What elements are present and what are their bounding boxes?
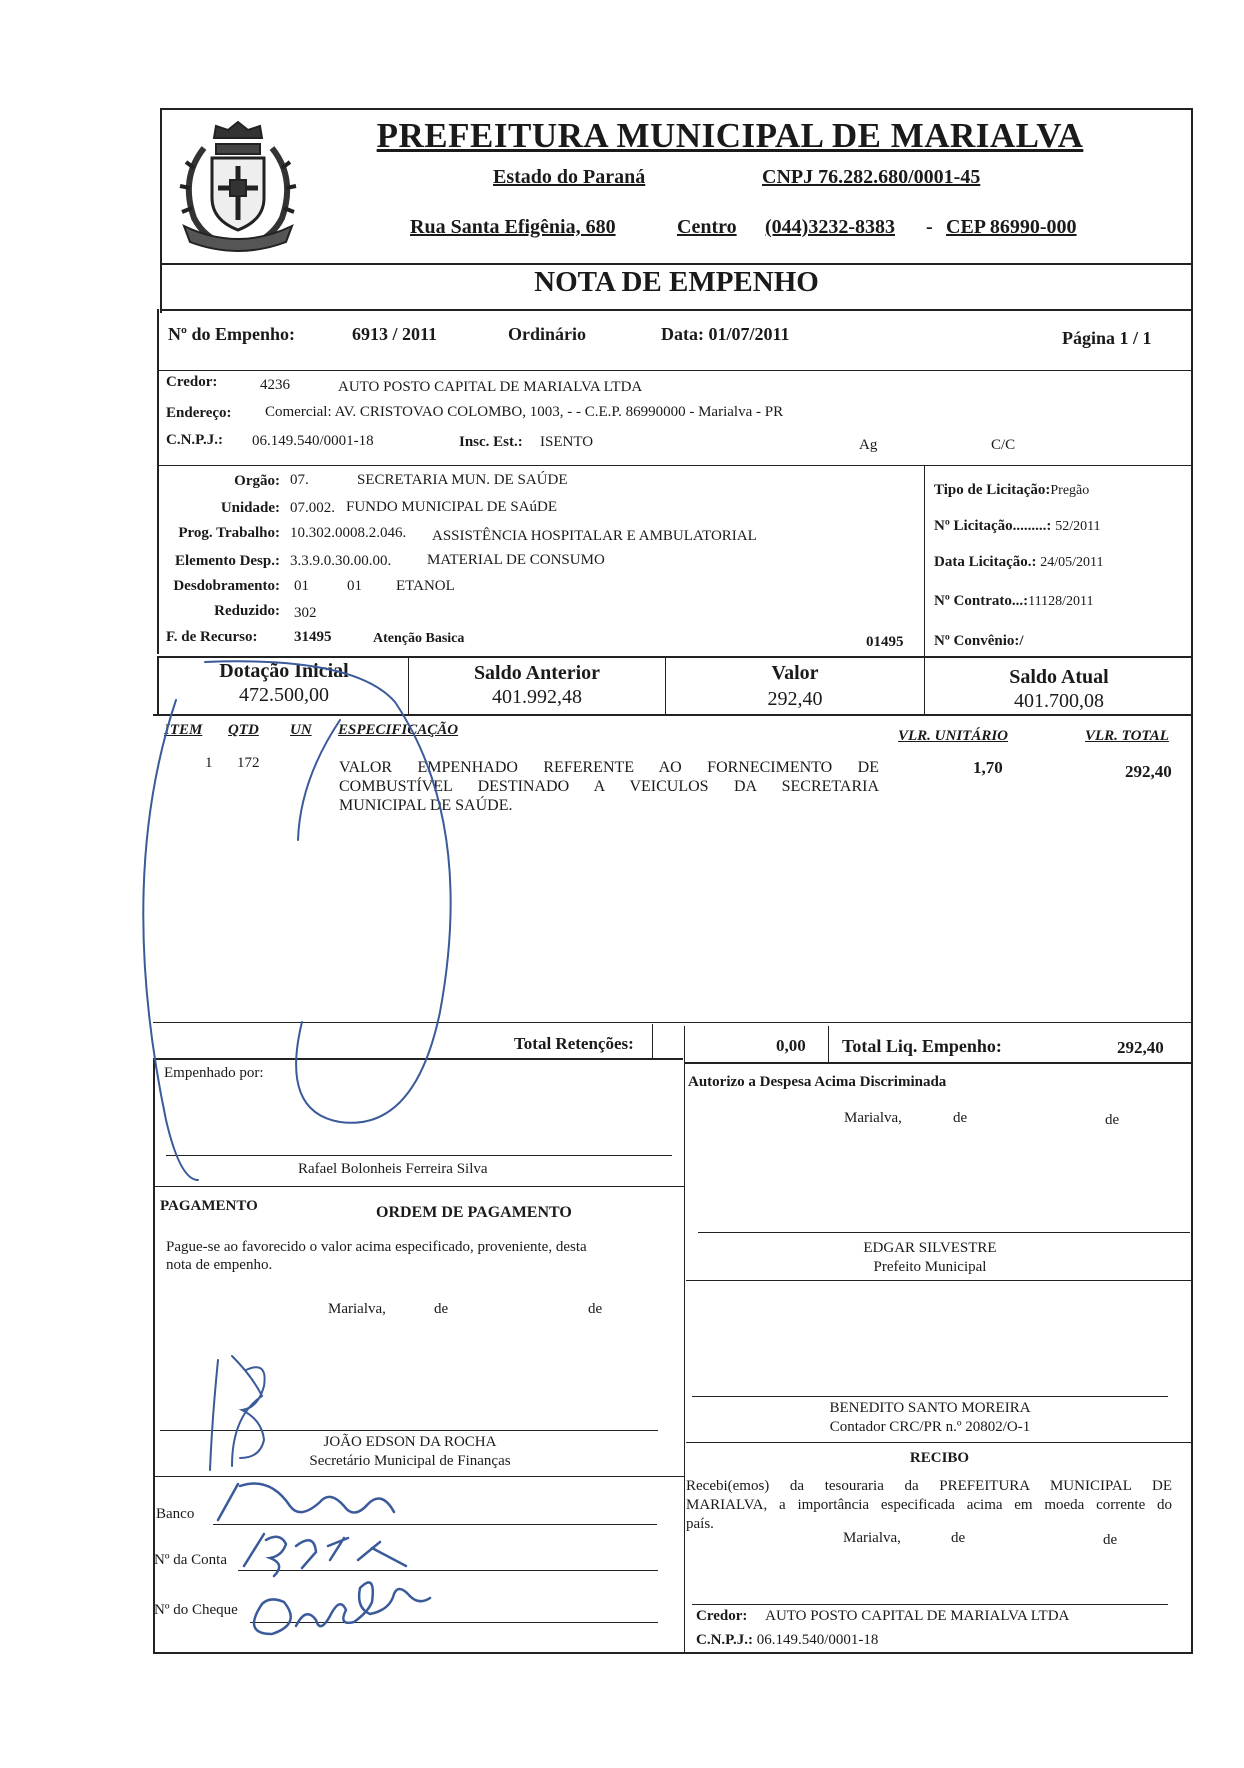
licitacao-numero bbox=[934, 518, 1101, 535]
credor-label: Credor: bbox=[166, 374, 218, 390]
fonte-code: 31495 bbox=[294, 629, 332, 645]
item-description-line: MUNICIPAL DE SAÚDE. bbox=[339, 797, 513, 814]
col-qtd: QTD bbox=[228, 722, 259, 738]
saldo-anterior-label: Saldo Anterior bbox=[473, 662, 601, 684]
recibo-text-line: país. bbox=[686, 1516, 714, 1532]
elemento-name: MATERIAL DE CONSUMO bbox=[427, 552, 605, 568]
convenio-label: Nº Convênio:/ bbox=[934, 633, 1024, 649]
empenho-type: Ordinário bbox=[508, 324, 587, 344]
dotacao-inicial-value: 472.500,00 bbox=[239, 684, 329, 706]
page-title: PREFEITURA MUNICIPAL DE MARIALVA bbox=[376, 116, 1084, 155]
credor-cnpj: 06.149.540/0001-18 bbox=[252, 433, 374, 449]
col-especificacao: ESPECIFICAÇÃO bbox=[338, 722, 459, 738]
item-unit-value: 1,70 bbox=[973, 758, 1003, 777]
banco-label: Banco bbox=[156, 1506, 195, 1522]
orgao-code: 07. bbox=[290, 472, 309, 488]
pagamento-text-line: Pague-se ao favorecido o valor acima especificado, proveniente, desta bbox=[166, 1239, 587, 1255]
licitacao-data-label: Data Licitação.: bbox=[934, 554, 1037, 570]
insc-value: ISENTO bbox=[540, 434, 594, 450]
street-address: Rua Santa Efigênia, 680 bbox=[410, 216, 616, 238]
secretario-nome: JOÃO EDSON DA ROCHA bbox=[323, 1434, 497, 1450]
total-retencoes-value: 0,00 bbox=[776, 1036, 806, 1055]
desdobramento-label: Desdobramento: bbox=[173, 578, 280, 594]
col-item: ITEM bbox=[164, 722, 203, 738]
desdobramento-name: ETANOL bbox=[396, 578, 455, 594]
recibo-title: RECIBO bbox=[909, 1450, 970, 1466]
licitacao-numero-value: 52/2011 bbox=[1055, 519, 1101, 534]
phone: (044)3232-8383 bbox=[765, 216, 895, 238]
item-qtd: 172 bbox=[237, 755, 260, 771]
saldo-anterior-value: 401.992,48 bbox=[492, 686, 582, 708]
pagamento-de-2: de bbox=[588, 1301, 603, 1317]
desdobramento-b: 01 bbox=[347, 578, 362, 594]
credor-name: AUTO POSTO CAPITAL DE MARIALVA LTDA bbox=[338, 379, 643, 395]
separator-dash: - bbox=[926, 216, 933, 238]
autorizo-city: Marialva, bbox=[844, 1110, 902, 1126]
unidade-code: 07.002. bbox=[290, 500, 335, 516]
document-title: NOTA DE EMPENHO bbox=[534, 266, 819, 298]
pagamento-city: Marialva, bbox=[328, 1301, 386, 1317]
credor-code: 4236 bbox=[260, 377, 290, 393]
recibo-text bbox=[686, 1477, 1172, 1534]
page-number: Página 1 / 1 bbox=[1062, 328, 1152, 348]
recibo-credor-label: Credor: bbox=[696, 1608, 748, 1624]
address-label: Endereço: bbox=[166, 405, 232, 421]
ordem-pagamento-label: ORDEM DE PAGAMENTO bbox=[376, 1204, 572, 1221]
licitacao-numero-label: Nº Licitação.........: bbox=[934, 518, 1052, 534]
empenhado-por-nome: Rafael Bolonheis Ferreira Silva bbox=[298, 1161, 488, 1177]
conta-label: Nº da Conta bbox=[154, 1552, 227, 1568]
licitacao-tipo-value: Pregão bbox=[1050, 483, 1090, 498]
total-liquido-value: 292,40 bbox=[1117, 1038, 1164, 1057]
empenho-label: Nº do Empenho: bbox=[168, 324, 295, 344]
item-description bbox=[339, 758, 879, 815]
fonte-right-code: 01495 bbox=[866, 634, 904, 650]
saldo-atual-value: 401.700,08 bbox=[1014, 690, 1104, 712]
unidade-name: FUNDO MUNICIPAL DE SAúDE bbox=[346, 499, 557, 515]
contrato bbox=[934, 593, 1093, 610]
autorizo-de-2: de bbox=[1105, 1112, 1120, 1128]
recibo-city: Marialva, bbox=[843, 1530, 901, 1546]
state-name: Estado do Paraná bbox=[493, 166, 646, 188]
item-description-line: VALOR EMPENHADO REFERENTE AO FORNECIMENTO DE bbox=[339, 759, 879, 776]
prog-code: 10.302.0008.2.046. bbox=[290, 525, 407, 541]
col-vlr-unitario: VLR. UNITÁRIO bbox=[898, 728, 1009, 744]
credor-address: Comercial: AV. CRISTOVAO COLOMBO, 1003, - - C.E.P. 86990000 - Marialva - PR bbox=[265, 404, 784, 420]
table-row bbox=[157, 752, 1191, 842]
empenhado-por-label: Empenhado por: bbox=[164, 1065, 264, 1081]
licitacao-tipo-label: Tipo de Licitação: bbox=[934, 482, 1051, 498]
pagamento-text-line: nota de empenho. bbox=[166, 1257, 273, 1273]
recibo-de-2: de bbox=[1103, 1532, 1118, 1548]
pagamento-text bbox=[166, 1238, 666, 1274]
recibo-cnpj-label: C.N.P.J.: bbox=[696, 1632, 753, 1648]
coat-of-arms-icon bbox=[164, 108, 312, 258]
account-label: C/C bbox=[991, 437, 1016, 453]
cnpj-label: C.N.P.J.: bbox=[166, 432, 223, 448]
autorizo-label: Autorizo a Despesa Acima Discriminada bbox=[688, 1074, 947, 1090]
contador-cargo: Contador CRC/PR n.º 20802/O-1 bbox=[829, 1419, 1031, 1435]
empenho-date: Data: 01/07/2011 bbox=[661, 324, 790, 344]
licitacao-data-value: 24/05/2011 bbox=[1040, 555, 1104, 570]
col-vlr-total: VLR. TOTAL bbox=[1085, 728, 1169, 744]
insc-label: Insc. Est.: bbox=[459, 434, 523, 450]
autorizo-de-1: de bbox=[953, 1110, 968, 1126]
licitacao-data bbox=[934, 554, 1104, 571]
agency-label: Ag bbox=[859, 437, 878, 453]
recibo-text-line: MARIALVA, a importância especificada acima em moeda corrente do bbox=[686, 1497, 1172, 1513]
item-description-line: COMBUSTÍVEL DESTINADO A VEICULOS DA SECRETARIA bbox=[339, 778, 879, 795]
cnpj-header: CNPJ 76.282.680/0001-45 bbox=[762, 166, 981, 188]
recibo-credor-name: AUTO POSTO CAPITAL DE MARIALVA LTDA bbox=[765, 1608, 1070, 1624]
contrato-value: 11128/2011 bbox=[1028, 594, 1094, 609]
pagamento-label: PAGAMENTO bbox=[160, 1198, 258, 1214]
secretario-cargo: Secretário Municipal de Finanças bbox=[309, 1453, 511, 1469]
saldo-atual-label: Saldo Atual bbox=[1009, 666, 1109, 688]
unidade-label: Unidade: bbox=[220, 500, 280, 516]
elemento-code: 3.3.9.0.30.00.00. bbox=[290, 553, 392, 569]
total-retencoes-label: Total Retenções: bbox=[514, 1034, 634, 1053]
empenho-number: 6913 / 2011 bbox=[352, 324, 438, 344]
pagamento-de-1: de bbox=[434, 1301, 449, 1317]
fonte-name: Atenção Basica bbox=[373, 631, 465, 646]
reduzido-value: 302 bbox=[294, 605, 317, 621]
item-total-value: 292,40 bbox=[1125, 762, 1172, 781]
licitacao-tipo bbox=[934, 482, 1089, 499]
fonte-label: F. de Recurso: bbox=[166, 629, 258, 645]
recibo-cnpj-value: 06.149.540/0001-18 bbox=[756, 1632, 879, 1648]
prog-name: ASSISTÊNCIA HOSPITALAR E AMBULATORIAL bbox=[432, 528, 757, 544]
elemento-label: Elemento Desp.: bbox=[175, 553, 280, 569]
prog-label: Prog. Trabalho: bbox=[178, 525, 280, 541]
orgao-label: Orgão: bbox=[234, 473, 280, 489]
total-liquido-label: Total Liq. Empenho: bbox=[842, 1036, 1002, 1056]
recibo-text-line: Recebi(emos) da tesouraria da PREFEITURA MUNICIPAL DE bbox=[686, 1478, 1172, 1494]
recibo-cnpj bbox=[696, 1632, 878, 1649]
reduzido-label: Reduzido: bbox=[214, 603, 280, 619]
desdobramento-a: 01 bbox=[294, 578, 309, 594]
recibo-credor bbox=[696, 1608, 1069, 1625]
orgao-name: SECRETARIA MUN. DE SAÚDE bbox=[357, 472, 568, 488]
valor-value: 292,40 bbox=[767, 688, 823, 710]
prefeito-nome: EDGAR SILVESTRE bbox=[863, 1240, 997, 1256]
valor-label: Valor bbox=[771, 662, 819, 684]
cep: CEP 86990-000 bbox=[946, 216, 1077, 238]
district: Centro bbox=[677, 216, 737, 238]
item-number: 1 bbox=[205, 755, 213, 771]
prefeito-cargo: Prefeito Municipal bbox=[873, 1259, 987, 1275]
col-un: UN bbox=[290, 722, 312, 738]
cheque-label: Nº do Cheque bbox=[154, 1602, 238, 1618]
contador-nome: BENEDITO SANTO MOREIRA bbox=[829, 1400, 1031, 1416]
contrato-label: Nº Contrato...: bbox=[934, 593, 1029, 609]
dotacao-inicial-label: Dotação Inicial bbox=[219, 660, 349, 682]
recibo-de-1: de bbox=[951, 1530, 966, 1546]
